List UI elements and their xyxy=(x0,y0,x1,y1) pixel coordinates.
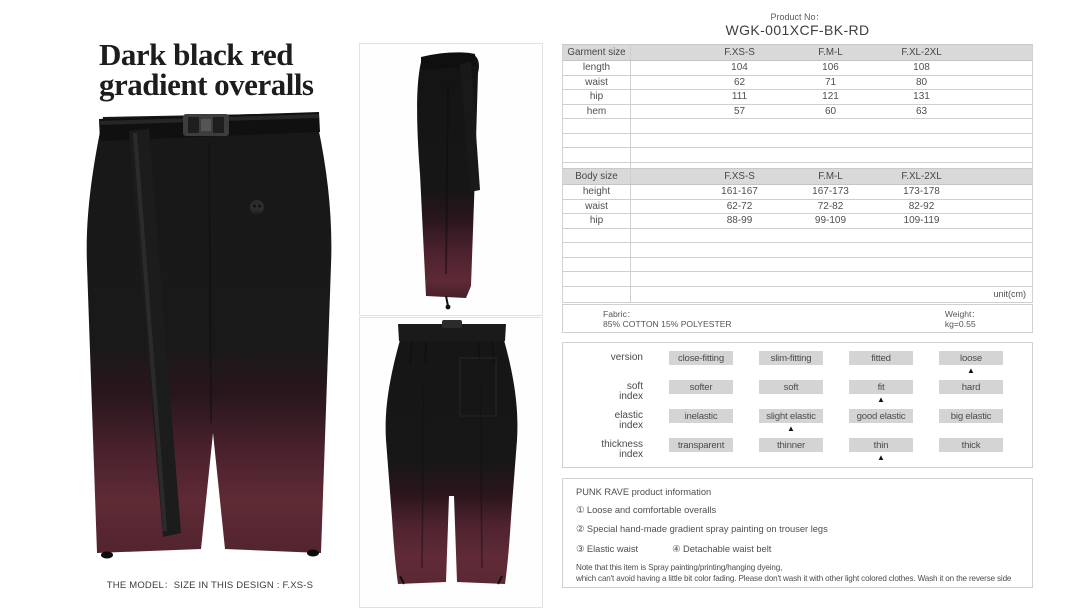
cell: 71 xyxy=(824,76,837,88)
info-item-pair xyxy=(576,544,1019,555)
page-title-line1: Dark black red xyxy=(99,37,293,72)
garment-header-size2: F.M-L xyxy=(818,47,843,58)
table-row xyxy=(563,200,1032,215)
empty-row xyxy=(563,243,1032,258)
info-item-4: ④ Detachable waist belt xyxy=(672,544,772,554)
body-table-header xyxy=(563,169,1032,185)
cell: 57 xyxy=(733,105,746,117)
empty-row xyxy=(563,272,1032,287)
cell: 62-72 xyxy=(726,200,753,212)
weight-label: Weight： xyxy=(944,308,980,319)
info-item-2: ② Special hand-made gradient spray painting on trouser legs xyxy=(576,524,828,534)
fabric-weight-box xyxy=(562,304,1033,333)
pants-back-silhouette xyxy=(386,340,518,584)
attr-option: fit xyxy=(849,380,913,394)
cell: 121 xyxy=(822,91,839,103)
empty-row xyxy=(563,148,1032,163)
table-row xyxy=(563,105,1032,120)
attr-option: loose xyxy=(939,351,1003,365)
garment-table-header xyxy=(563,45,1032,61)
attr-option: big elastic xyxy=(939,409,1003,423)
attr-option: fitted xyxy=(849,351,913,365)
cell: 167-173 xyxy=(812,186,849,198)
row-label: waist xyxy=(563,200,631,214)
cell: 173-178 xyxy=(903,186,940,198)
row-label: hip xyxy=(563,90,631,104)
hem-toggle-right xyxy=(307,550,319,557)
cell: 108 xyxy=(913,62,930,74)
garment-header-label: Garment size xyxy=(563,45,631,60)
weight-value: kg=0.55 xyxy=(944,318,976,329)
triangle-marker-icon: ▲ xyxy=(877,453,885,462)
unit-label: unit(cm) xyxy=(993,289,1026,299)
side-view-photo-frame xyxy=(359,43,543,316)
attr-option: inelastic xyxy=(669,409,733,423)
cell: 60 xyxy=(824,105,837,117)
cell: 63 xyxy=(915,105,928,117)
cell: 72-82 xyxy=(817,200,844,212)
care-note-line1: Note that this item is Spray painting/printing/hanging dyeing, xyxy=(576,563,783,572)
back-belt-detail xyxy=(442,320,462,328)
table-row xyxy=(563,76,1032,91)
info-heading: PUNK RAVE product information xyxy=(576,487,712,497)
empty-row xyxy=(563,258,1032,273)
body-header-label: Body size xyxy=(563,169,631,184)
attr-option: transparent xyxy=(669,438,733,452)
product-info-box xyxy=(562,478,1033,588)
table-row xyxy=(563,185,1032,200)
attr-option: thinner xyxy=(759,438,823,452)
cell: 88-99 xyxy=(726,215,753,227)
cell: 99-109 xyxy=(814,215,847,227)
attr-label: thickness index xyxy=(601,439,643,460)
back-view-photo-frame xyxy=(359,317,543,608)
cell: 80 xyxy=(915,76,928,88)
cell: 62 xyxy=(733,76,746,88)
fabric-info xyxy=(603,309,732,329)
cell: 82-92 xyxy=(908,200,935,212)
attr-label: version xyxy=(610,352,643,363)
triangle-marker-icon: ▲ xyxy=(877,395,885,404)
row-label: hem xyxy=(563,105,631,119)
table-row xyxy=(563,214,1032,229)
attribute-row-version xyxy=(563,351,1032,380)
body-header-size3: F.XL-2XL xyxy=(901,171,942,182)
attr-option: good elastic xyxy=(849,409,913,423)
attr-option: close-fitting xyxy=(669,351,733,365)
body-header-size2: F.M-L xyxy=(818,171,843,182)
product-no-label: Product No： xyxy=(770,12,825,22)
care-note-line2: which can't avoid having a little bit color fading. Please don't wash it with other light colored clothes. Wash it on the reverse side xyxy=(576,573,1012,583)
info-item-3: ③ Elastic waist xyxy=(576,544,639,554)
skull-patch-icon xyxy=(250,200,264,214)
info-item-1: ① Loose and comfortable overalls xyxy=(576,505,717,515)
attr-option: thick xyxy=(939,438,1003,452)
fabric-value: 85% COTTON 15% POLYESTER xyxy=(603,318,732,329)
weight-info xyxy=(945,309,980,329)
cell: 109-119 xyxy=(903,215,940,227)
back-view-photo xyxy=(360,318,542,607)
page-title-line2: gradient overalls xyxy=(99,67,314,102)
row-label: waist xyxy=(563,76,631,90)
empty-row xyxy=(563,229,1032,244)
table-row xyxy=(563,61,1032,76)
cell: 131 xyxy=(913,91,930,103)
cell: 104 xyxy=(731,62,748,74)
side-view-photo xyxy=(360,44,542,315)
row-label: length xyxy=(563,61,631,75)
attr-option: softer xyxy=(669,380,733,394)
attributes-box xyxy=(562,342,1033,468)
row-label: height xyxy=(563,185,631,199)
attribute-row-thickness-index xyxy=(563,438,1032,467)
product-no-value: WGK-001XCF-BK-RD xyxy=(725,22,870,38)
side-drawcord xyxy=(446,296,448,306)
side-drawcord-tip xyxy=(446,305,451,310)
front-view-photo xyxy=(85,103,335,573)
table-row xyxy=(563,90,1032,105)
body-size-table xyxy=(562,168,1033,303)
empty-row xyxy=(563,119,1032,134)
hem-toggle-left xyxy=(101,552,113,559)
fabric-label: Fabric： xyxy=(603,308,636,319)
model-size-caption: THE MODEL：SIZE IN THIS DESIGN : F.XS-S xyxy=(106,580,314,591)
attr-label: soft index xyxy=(619,381,643,402)
garment-header-size3: F.XL-2XL xyxy=(901,47,942,58)
attribute-row-elastic-index xyxy=(563,409,1032,438)
empty-row xyxy=(563,134,1032,149)
cell: 106 xyxy=(822,62,839,74)
triangle-marker-icon: ▲ xyxy=(787,424,795,433)
cell: 111 xyxy=(731,91,748,103)
attr-label: elastic index xyxy=(614,410,643,431)
belt-buckle-icon xyxy=(183,114,229,136)
triangle-marker-icon: ▲ xyxy=(967,366,975,375)
attr-option: slight elastic xyxy=(759,409,823,423)
attr-option: thin xyxy=(849,438,913,452)
body-header-size1: F.XS-S xyxy=(724,171,755,182)
garment-header-size1: F.XS-S xyxy=(724,47,755,58)
unit-row xyxy=(563,287,1032,303)
page-title xyxy=(99,37,329,102)
attribute-row-soft-index xyxy=(563,380,1032,409)
cell: 161-167 xyxy=(721,186,758,198)
attr-option: slim-fitting xyxy=(759,351,823,365)
care-note xyxy=(576,563,1019,584)
attr-option: hard xyxy=(939,380,1003,394)
garment-size-table xyxy=(562,44,1033,177)
row-label: hip xyxy=(563,214,631,228)
attr-option: soft xyxy=(759,380,823,394)
